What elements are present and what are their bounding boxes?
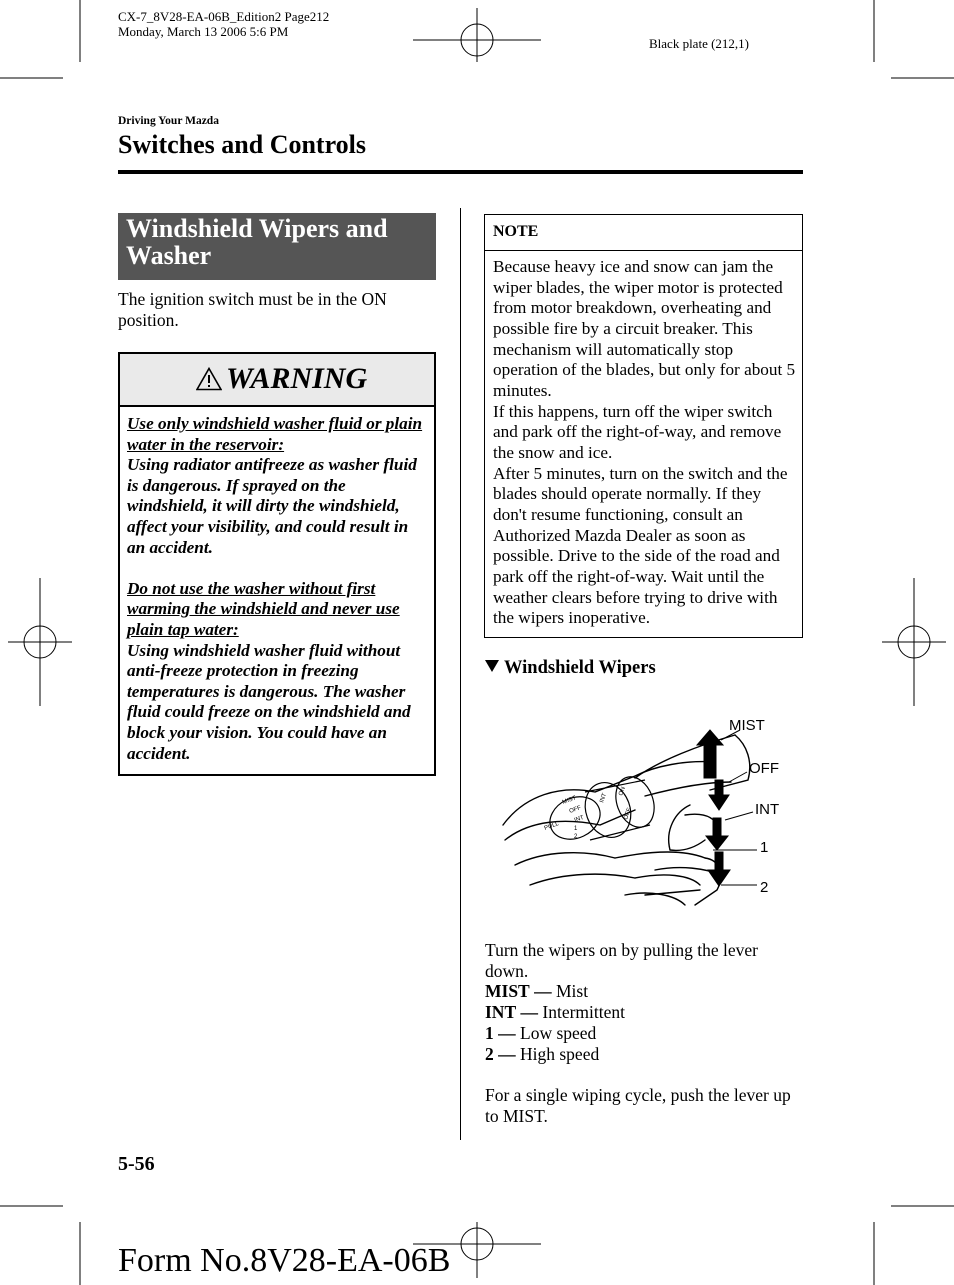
diagram-label-off: OFF [749,760,779,777]
diagram-label-1: 1 [760,839,769,856]
mode-row [485,1044,803,1065]
mode-row [485,1023,803,1044]
mode-value: Low speed [520,1022,597,1043]
warning-item-text: Using windshield washer fluid without anti-freeze protection in freezing temperatures is dangerous. The washer fluid could freeze on the windshield and block your vision. You could have an accident. [127,640,411,763]
note-paragraph: If this happens, turn off the wiper switch and park off the right-of-way, and remove the snow and ice. [493,401,782,462]
wipers-subheading [485,658,656,679]
wipers-subheading-text: Windshield Wipers [504,658,656,678]
single-cycle-text: For a single wiping cycle, push the lever up to MIST. [485,1084,791,1126]
lever-marking-mist: MIST [561,795,578,806]
note-paragraph: After 5 minutes, turn on the switch and the blades should operate normally. If they don't resume functioning, consult an Authorized Mazda Dealer as soon as possible. Drive to the side of the road and park off the right-of-way. Wait until the weather clears before trying to drive with the wipers inoperative. [493,463,788,628]
warning-item-text: Using radiator antifreeze as washer fluid is dangerous. If sprayed on the windshield, it will dirty the windshield, affect your visibility, and could result in an accident. [127,455,417,557]
mode-row [485,1002,803,1023]
warning-header [120,354,434,407]
note-header [485,215,802,251]
lever-marking-int: INT [573,814,585,824]
section-label: Driving Your Mazda [118,115,219,127]
diagram-label-mist: MIST [729,717,765,734]
warning-triangle-icon [196,367,222,391]
note-box [484,214,803,638]
print-date-line: Monday, March 13 2006 5:6 PM [118,24,289,39]
lever-marking-int: INT [599,792,609,804]
print-file-line: CX-7_8V28-EA-06B_Edition2 Page212 [118,9,330,24]
mode-row [485,981,803,1002]
column-divider [460,208,461,1140]
diagram-label-2: 2 [760,879,769,896]
form-number: Form No.8V28-EA-06B [118,1242,451,1279]
mode-key: INT [485,1002,517,1023]
intro-text: The ignition switch must be in the ON position. [118,289,387,330]
warning-item-heading: Use only windshield washer fluid or plain water in the reservoir: [127,414,423,454]
wiper-intro-text: Turn the wipers on by pulling the lever down. [485,940,759,981]
wiper-description [485,940,803,1126]
lever-marking-on: ON [618,786,627,797]
lever-marking-pull: PULL [543,821,560,832]
section-title: Windshield Wipers and Washer [118,213,436,280]
warning-box [118,352,436,776]
note-title: NOTE [493,223,539,240]
warning-title: WARNING [226,362,368,395]
triangle-bullet-icon [485,660,499,672]
mode-value: Intermittent [542,1002,625,1023]
mode-key: MIST [485,981,530,1002]
lever-marking-2: 2 [574,834,578,840]
warning-body [127,414,429,764]
wiper-lever-illustration [485,700,803,915]
page-heading: Switches and Controls [118,130,367,159]
diagram-label-int: INT [755,801,780,818]
page-number: 5-56 [118,1153,155,1175]
note-paragraph: Because heavy ice and snow can jam the wiper blades, the wiper motor is protected from motor breakdown, overheating and possible fire by a circuit breaker. This mechanism will automatically stop operation of the blades, but only for about 5 minutes. [493,257,796,400]
lever-marking-1: 1 [574,826,578,832]
mode-dash: — [520,1002,538,1023]
mode-dash: — [498,1043,516,1064]
mode-key: 2 [485,1043,494,1064]
mode-value: High speed [520,1043,600,1064]
mode-key: 1 [485,1022,494,1043]
warning-item-heading: Do not use the washer without first warming the windshield and never use plain tap water: [127,578,400,639]
plate-label: Black plate (212,1) [649,36,749,51]
mode-dash: — [534,981,552,1002]
print-file-info [118,9,329,39]
note-body [493,257,798,629]
lever-marking-off: OFF [568,805,582,815]
mode-dash: — [498,1022,516,1043]
lever-marking-off: OFF [623,807,633,821]
heading-rule [118,170,803,174]
mode-value: Mist [555,981,589,1002]
